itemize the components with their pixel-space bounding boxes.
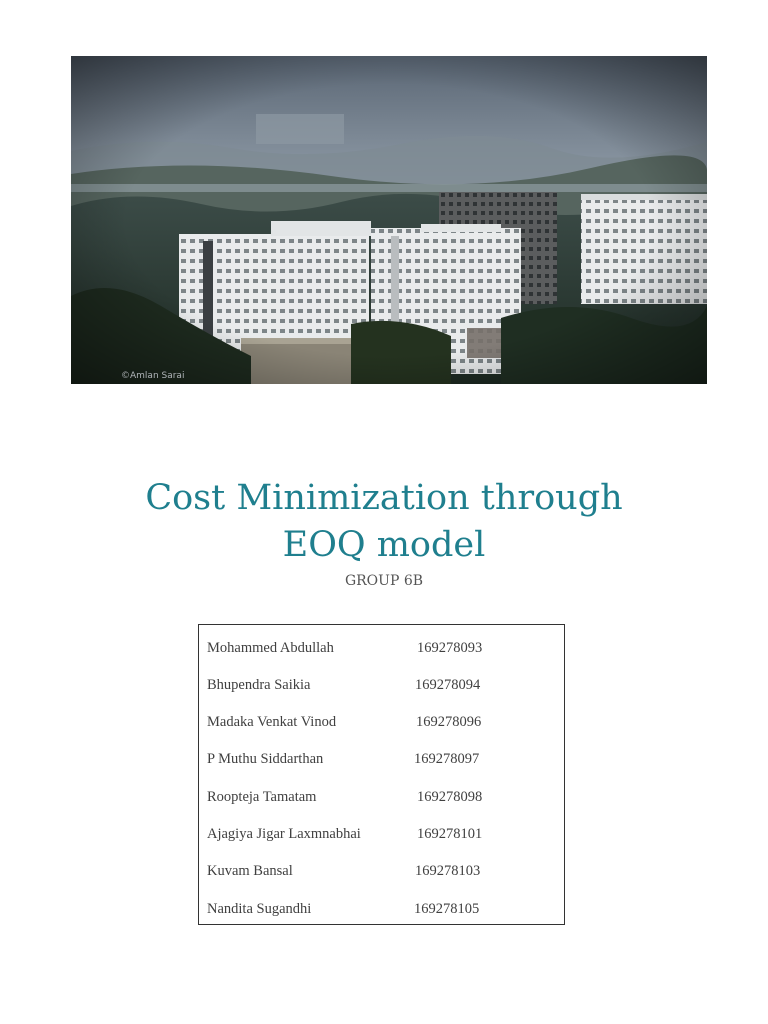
member-name: P Muthu Siddarthan [207,751,324,767]
member-id: 169278105 [414,901,480,917]
member-row [207,786,557,808]
member-row [207,823,557,845]
member-row [207,674,557,696]
member-id: 169278097 [414,751,480,767]
member-name: Kuvam Bansal [207,863,293,879]
member-id: 169278093 [417,640,483,656]
members-table [198,624,565,925]
member-id: 169278103 [415,863,481,879]
member-id: 169278096 [416,714,482,730]
member-row [207,748,557,770]
member-name: Bhupendra Saikia [207,677,311,693]
document-title-line-1: Cost Minimization through [145,478,623,518]
document-title-line-2: EOQ model [282,525,486,565]
cover-photo [71,56,707,384]
member-name: Ajagiya Jigar Laxmnabhai [207,826,361,842]
member-id: 169278094 [415,677,481,693]
group-label: GROUP 6B [344,573,424,589]
member-name: Madaka Venkat Vinod [207,714,337,730]
member-row [207,898,557,920]
member-name: Nandita Sugandhi [207,901,312,917]
photo-credit: ©Amlan Sarai [121,371,185,381]
member-name: Roopteja Tamatam [207,789,317,805]
member-id: 169278101 [417,826,483,842]
member-id: 169278098 [417,789,483,805]
member-name: Mohammed Abdullah [207,640,334,656]
member-row [207,711,557,733]
member-row [207,860,557,882]
member-row [207,637,557,659]
